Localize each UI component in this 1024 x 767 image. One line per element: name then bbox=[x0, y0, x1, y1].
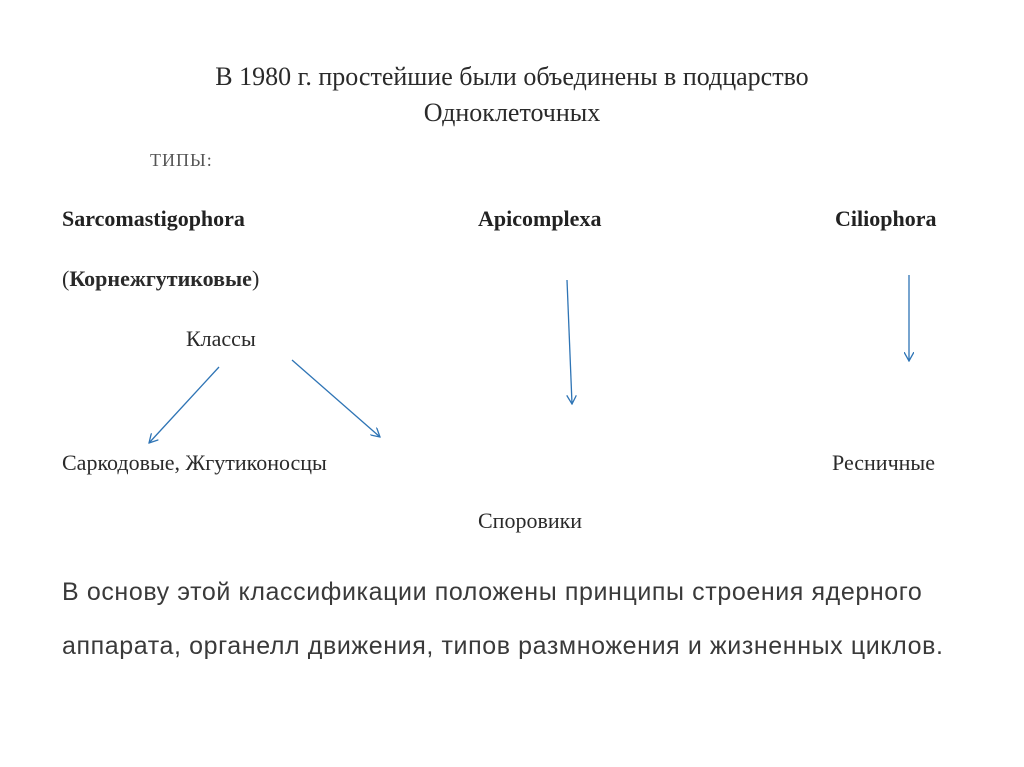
arrow-apicomplexa-to-sporozoa bbox=[567, 280, 572, 404]
phylum-sarcomastigophora: Sarcomastigophora bbox=[62, 206, 245, 231]
phylum-apicomplexa: Apicomplexa bbox=[478, 206, 602, 231]
classes-label: Классы bbox=[186, 326, 256, 351]
paren-open: ( bbox=[62, 266, 70, 291]
phylum-ciliophora: Ciliophora bbox=[835, 206, 937, 231]
class-sarcodina-flagellata: Саркодовые, Жгутиконосцы bbox=[62, 450, 327, 475]
classification-principles-paragraph: В основу этой классификации положены принципы строения ядерного аппарата, органелл движения, типов размножения и жизненных циклов. bbox=[62, 578, 944, 660]
arrow-classes-to-sarcodina bbox=[149, 367, 219, 443]
paren-close: ) bbox=[251, 266, 260, 291]
sarcomastigophora-russian-bold: Корнежгутиковые bbox=[69, 266, 252, 291]
slide-title-line-2: Одноклеточных bbox=[423, 98, 601, 127]
class-sporozoa: Споровики bbox=[478, 508, 583, 533]
arrow-classes-to-flagellata bbox=[292, 360, 380, 437]
slide-title-line-1: В 1980 г. простейшие были объединены в подцарство bbox=[215, 62, 809, 91]
types-label: ТИПЫ: bbox=[150, 150, 213, 170]
class-ciliates: Ресничные bbox=[832, 450, 935, 475]
